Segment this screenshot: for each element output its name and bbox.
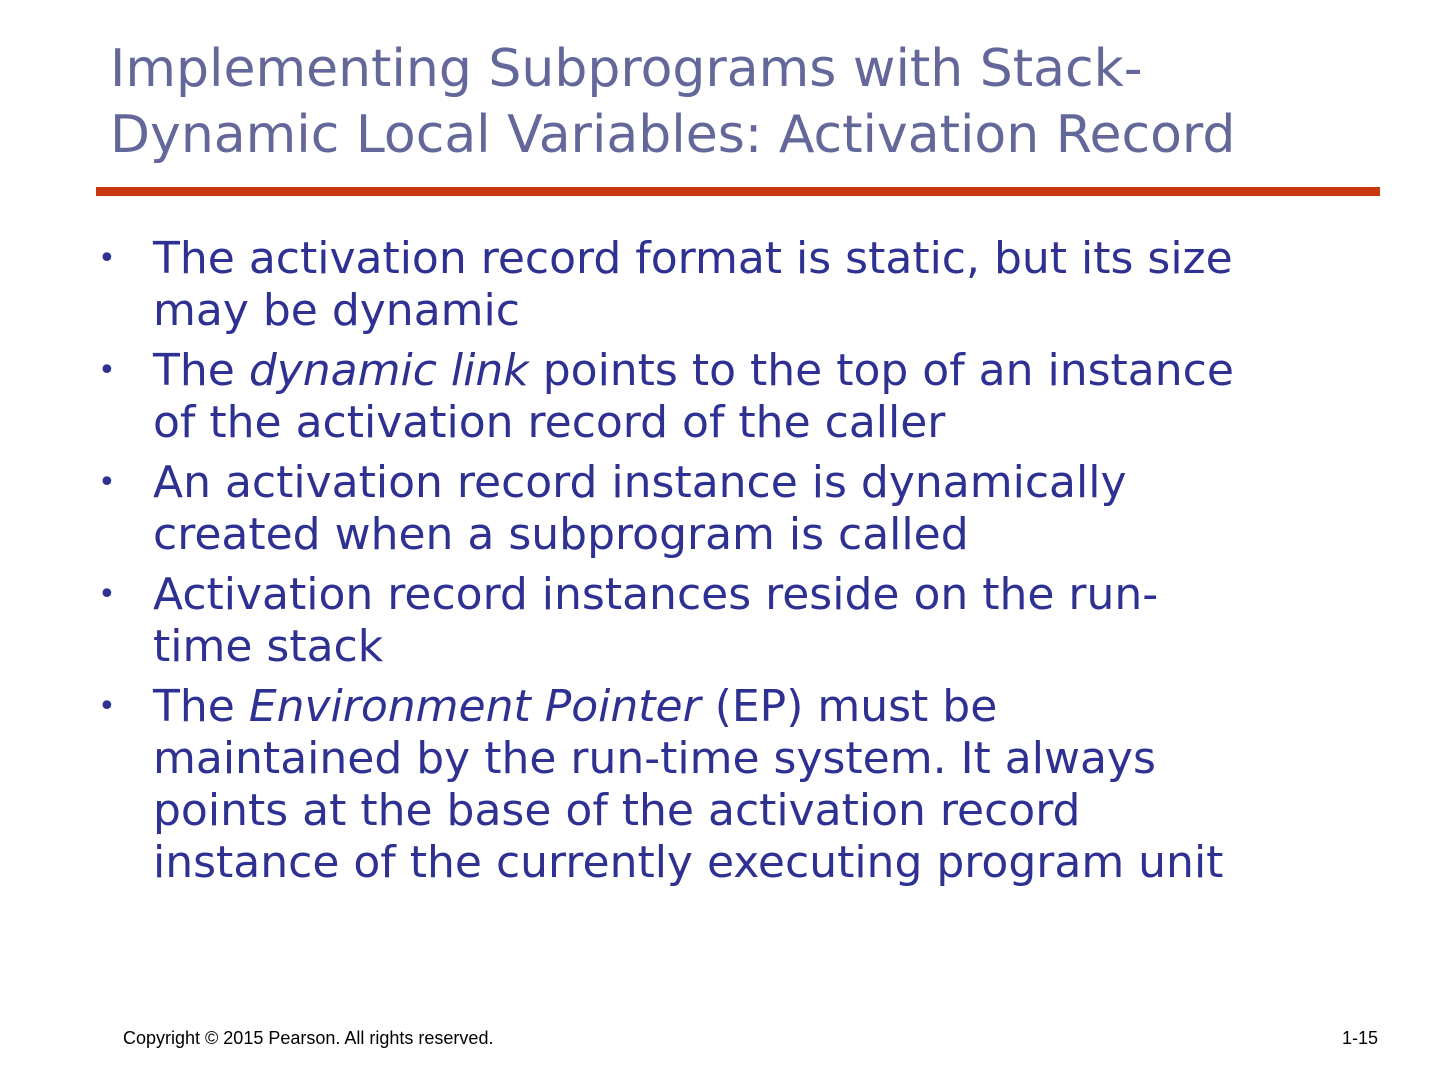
- bullet-item-1: [96, 233, 1366, 337]
- bullet-5-line-4: instance of the currently executing program unit: [153, 837, 1224, 888]
- bullet-5-line-1: [153, 681, 1366, 733]
- bullet-1-line-2: may be dynamic: [153, 285, 520, 336]
- bullet-5-line-3: points at the base of the activation record: [153, 785, 1081, 836]
- bullet-5-term-environment-pointer: Environment Pointer: [248, 681, 701, 732]
- bullet-item-5: [96, 681, 1366, 889]
- page-number: 1-15: [1341, 1028, 1378, 1048]
- bullet-5-text-before: The: [153, 681, 249, 732]
- bullet-3-line-2: created when a subprogram is called: [153, 509, 969, 560]
- bullet-2-text-before: The: [153, 345, 249, 396]
- bullet-2-line-2: of the activation record of the caller: [153, 397, 946, 448]
- bullet-icon: •: [98, 353, 116, 388]
- bullet-5-text-after: (EP) must be: [700, 681, 998, 732]
- bullet-2-term-dynamic-link: dynamic link: [248, 345, 529, 396]
- bullet-5-line-2: maintained by the run-time system. It always: [153, 733, 1156, 784]
- bullet-item-3: [96, 457, 1366, 561]
- bullet-list: [96, 233, 1366, 897]
- bullet-4-line-1: Activation record instances reside on the run-: [153, 569, 1159, 620]
- slide-title-line-2: Dynamic Local Variables: Activation Record: [110, 105, 1236, 165]
- bullet-2-line-1: [153, 345, 1366, 397]
- bullet-2-text-after: points to the top of an instance: [528, 345, 1234, 396]
- bullet-icon: •: [98, 689, 116, 724]
- bullet-item-4: [96, 569, 1366, 673]
- copyright-footer: Copyright © 2015 Pearson. All rights reserved.: [123, 1028, 494, 1048]
- title-divider: [96, 187, 1380, 196]
- slide-title: [110, 36, 1370, 168]
- bullet-1-line-1: The activation record format is static, but its size: [153, 233, 1233, 284]
- bullet-icon: •: [98, 241, 116, 276]
- bullet-3-line-1: An activation record instance is dynamically: [153, 457, 1127, 508]
- bullet-icon: •: [98, 465, 116, 500]
- bullet-4-line-2: time stack: [153, 621, 384, 672]
- bullet-item-2: [96, 345, 1366, 449]
- bullet-icon: •: [98, 577, 116, 612]
- slide-title-line-1: Implementing Subprograms with Stack-: [110, 39, 1143, 99]
